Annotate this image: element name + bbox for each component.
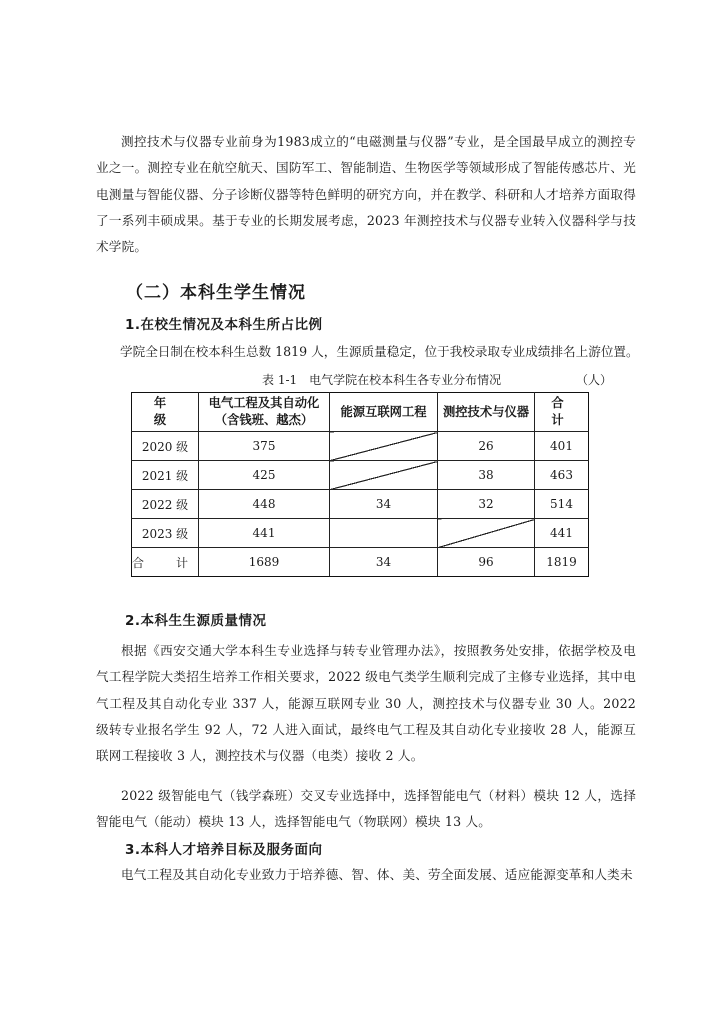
subsection-heading-enrollment: 1.在校生情况及本科生所占比例 (125, 317, 323, 333)
cell-total-measure: 96 (438, 548, 535, 577)
cell-measure: 26 (438, 432, 535, 461)
table-row (132, 490, 589, 519)
training-goals-paragraph: 电气工程及其自动化专业致力于培养德、智、体、美、劳全面发展、适应能源变革和人类未 (121, 867, 633, 882)
cell-grand-total: 1819 (535, 548, 589, 577)
cell-total: 441 (535, 519, 589, 548)
cell-year: 2021 级 (132, 461, 199, 490)
table-row (132, 432, 589, 461)
cell-energy: 34 (330, 490, 438, 519)
table-caption: 表 1-1 电气学院在校本科生各专业分布情况 (262, 373, 502, 387)
cell-total: 463 (535, 461, 589, 490)
cell-total: 401 (535, 432, 589, 461)
header-total: 合 计 (535, 393, 589, 432)
enrollment-text: 学院全日制在校本科生总数 1819 人，生源质量稳定，位于我校录取专业成绩排名上游位置。 (120, 344, 639, 359)
header-energy-internet: 能源互联网工程 (330, 393, 438, 432)
subsection-heading-source-quality: 2.本科生生源质量情况 (125, 613, 267, 629)
cell-measure: 38 (438, 461, 535, 490)
cell-total-label: 合 计 (132, 548, 199, 577)
cell-ee: 425 (199, 461, 330, 490)
table-row (132, 461, 589, 490)
subsection-heading-training-goals: 3.本科人才培养目标及服务面向 (125, 842, 323, 858)
cell-energy-empty (330, 432, 438, 461)
header-electrical-engineering (199, 393, 330, 432)
section-heading-undergraduates: （二）本科生学生情况 (126, 283, 306, 303)
header-ee-line1: 电气工程及其自动化 (208, 396, 320, 410)
cell-total-ee: 1689 (199, 548, 330, 577)
cell-energy-empty (330, 461, 438, 490)
cell-measure-empty (438, 519, 535, 548)
source-quality-paragraph: 根据《西安交通大学本科生专业选择与转专业管理办法》，按照教务处安排，依据学校及电气工程学院大类招生培养工作相关要求，2022 级电气类学生顺利完成了主修专业选择，其中电气工程及其自动化专业 337 人，能源互联网专业 30 人，测控技术与仪器专业 30 人。2022 级转专业报名学生 92 人，72 人进入面试，最终电气工程及其自动化专业接收 28 人，能源互联网工程接收 3 人，测控技术与仪器（电类）接收 2 人。 (96, 643, 636, 764)
table-header-row (132, 393, 589, 432)
qian-class-paragraph: 2022 级智能电气（钱学森班）交叉专业选择中，选择智能电气（材料）模块 12 人，选择智能电气（能动）模块 13 人，选择智能电气（物联网）模块 13 人。 (96, 788, 636, 830)
major-distribution-table (131, 392, 592, 577)
cell-year: 2022 级 (132, 490, 199, 519)
cell-ee: 448 (199, 490, 330, 519)
cell-ee: 441 (199, 519, 330, 548)
table-unit: （人） (576, 373, 613, 387)
header-ee-line2: （含钱班、越杰） (214, 413, 314, 427)
cell-year: 2023 级 (132, 519, 199, 548)
cell-measure: 32 (438, 490, 535, 519)
header-measurement: 测控技术与仪器 (438, 393, 535, 432)
cell-total: 514 (535, 490, 589, 519)
cell-energy-empty (330, 519, 438, 548)
cell-total-energy: 34 (330, 548, 438, 577)
cell-year: 2020 级 (132, 432, 199, 461)
header-year: 年 级 (132, 393, 199, 432)
table-total-row (132, 548, 589, 577)
cell-ee: 375 (199, 432, 330, 461)
table-row (132, 519, 589, 548)
intro-paragraph: 测控技术与仪器专业前身为1983成立的“电磁测量与仪器”专业，是全国最早成立的测控专业之一。测控专业在航空航天、国防军工、智能制造、生物医学等领域形成了智能传感芯片、光电测量与智能仪器、分子诊断仪器等特色鲜明的研究方向，并在教学、科研和人才培养方面取得了一系列丰硕成果。基于专业的长期发展考虑，2023 年测控技术与仪器专业转入仪器科学与技术学院。 (96, 134, 636, 255)
